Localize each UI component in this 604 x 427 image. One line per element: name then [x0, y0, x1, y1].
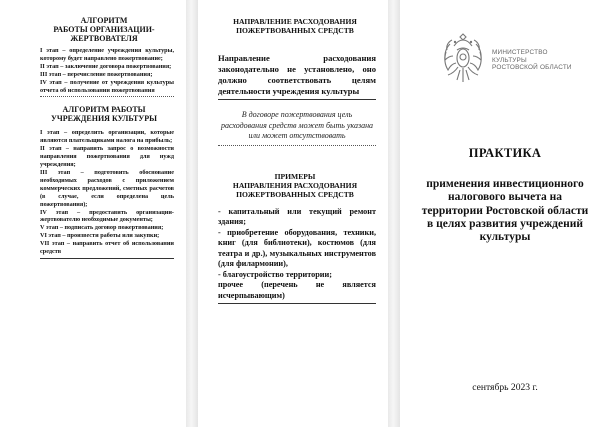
title-subtitle: применения инвестиционного налогового вычета на территории Ростовской области в целях развития учреждений культуры: [421, 178, 589, 244]
contract-note: В договоре пожертвования цель расходования средств может быть указана или может отсутствовать: [218, 110, 376, 146]
heading-institution-algorithm: АЛГОРИТМ РАБОТЫ УЧРЕЖДЕНИЯ КУЛЬТУРЫ: [51, 105, 157, 124]
examples-list: [218, 207, 376, 305]
institution-steps: [40, 129, 174, 259]
donor-step: II этап – заключение договора пожертвования;: [40, 62, 172, 70]
double-headed-eagle-emblem-icon: [440, 30, 486, 88]
example-item: - капитальный или текущий ремонт здания;: [218, 206, 376, 226]
example-item: - приобретение оборудования, техники, книг (для библиотеки), костюмов (для театра и др.), музыкальных инструментов (для филармонии),: [218, 227, 376, 268]
donor-step: IV этап – получение от учреждения культуры отчета об использовании пожертвования: [40, 78, 174, 94]
institution-step: IV этап – предоставить организации-жертвователю необходимые документы;: [40, 208, 174, 224]
donor-steps: [40, 47, 174, 97]
institution-step: I этап – определить организации, которые являются плательщиками налога на прибыль;: [40, 129, 174, 145]
ministry-name: МИНИСТЕРСТВО КУЛЬТУРЫ РОСТОВСКОЙ ОБЛАСТИ: [492, 49, 572, 72]
title-practice: ПРАКТИКА: [468, 146, 542, 160]
fold-left: [186, 0, 198, 427]
institution-step: VII этап – направить отчет об использовании средств: [40, 240, 174, 256]
institution-step: III этап – подготовить обоснование необходимых расходов с приложением коммерческих предложений, сметных расчетов (в случае, если определена цель пожертвования);: [40, 168, 174, 208]
panel-right: [410, 0, 600, 427]
example-item: прочее (перечень не является исчерпывающим): [218, 280, 376, 300]
donor-step: I этап – определение учреждения культуры, которому будет направлено пожертвование;: [40, 47, 174, 62]
institution-step: VI этап – произвести работы или закупки;: [40, 232, 160, 240]
institution-step: V этап – подписать договор пожертвования;: [40, 224, 164, 232]
panel-left: [28, 0, 180, 427]
institution-step: II этап – направить запрос о возможности направления пожертвования для нужд учреждения;: [40, 145, 174, 169]
panel-middle: [212, 0, 378, 427]
heading-examples: ПРИМЕРЫ НАПРАВЛЕНИЯ РАСХОДОВАНИЯ ПОЖЕРТВОВАННЫХ СРЕДСТВ: [232, 171, 358, 199]
fold-right: [388, 0, 400, 427]
publication-date: сентябрь 2023 г.: [472, 382, 538, 393]
example-item: - благоустройство территории;: [218, 269, 332, 279]
spending-direction-text-box: [218, 53, 376, 100]
donor-step: III этап – перечисление пожертвования;: [40, 70, 153, 78]
ministry-logo: [440, 30, 590, 90]
heading-donor-algorithm: АЛГОРИТМ РАБОТЫ ОРГАНИЗАЦИИ- ЖЕРТВОВАТЕЛЯ: [53, 16, 155, 43]
spending-direction-text: Направление расходования законодательно не установлено, оно должно соответствовать целям деятельности учреждения культуры: [218, 53, 376, 96]
heading-spending-direction: НАПРАВЛЕНИЕ РАСХОДОВАНИЯ ПОЖЕРТВОВАННЫХ СРЕДСТВ: [233, 17, 357, 35]
